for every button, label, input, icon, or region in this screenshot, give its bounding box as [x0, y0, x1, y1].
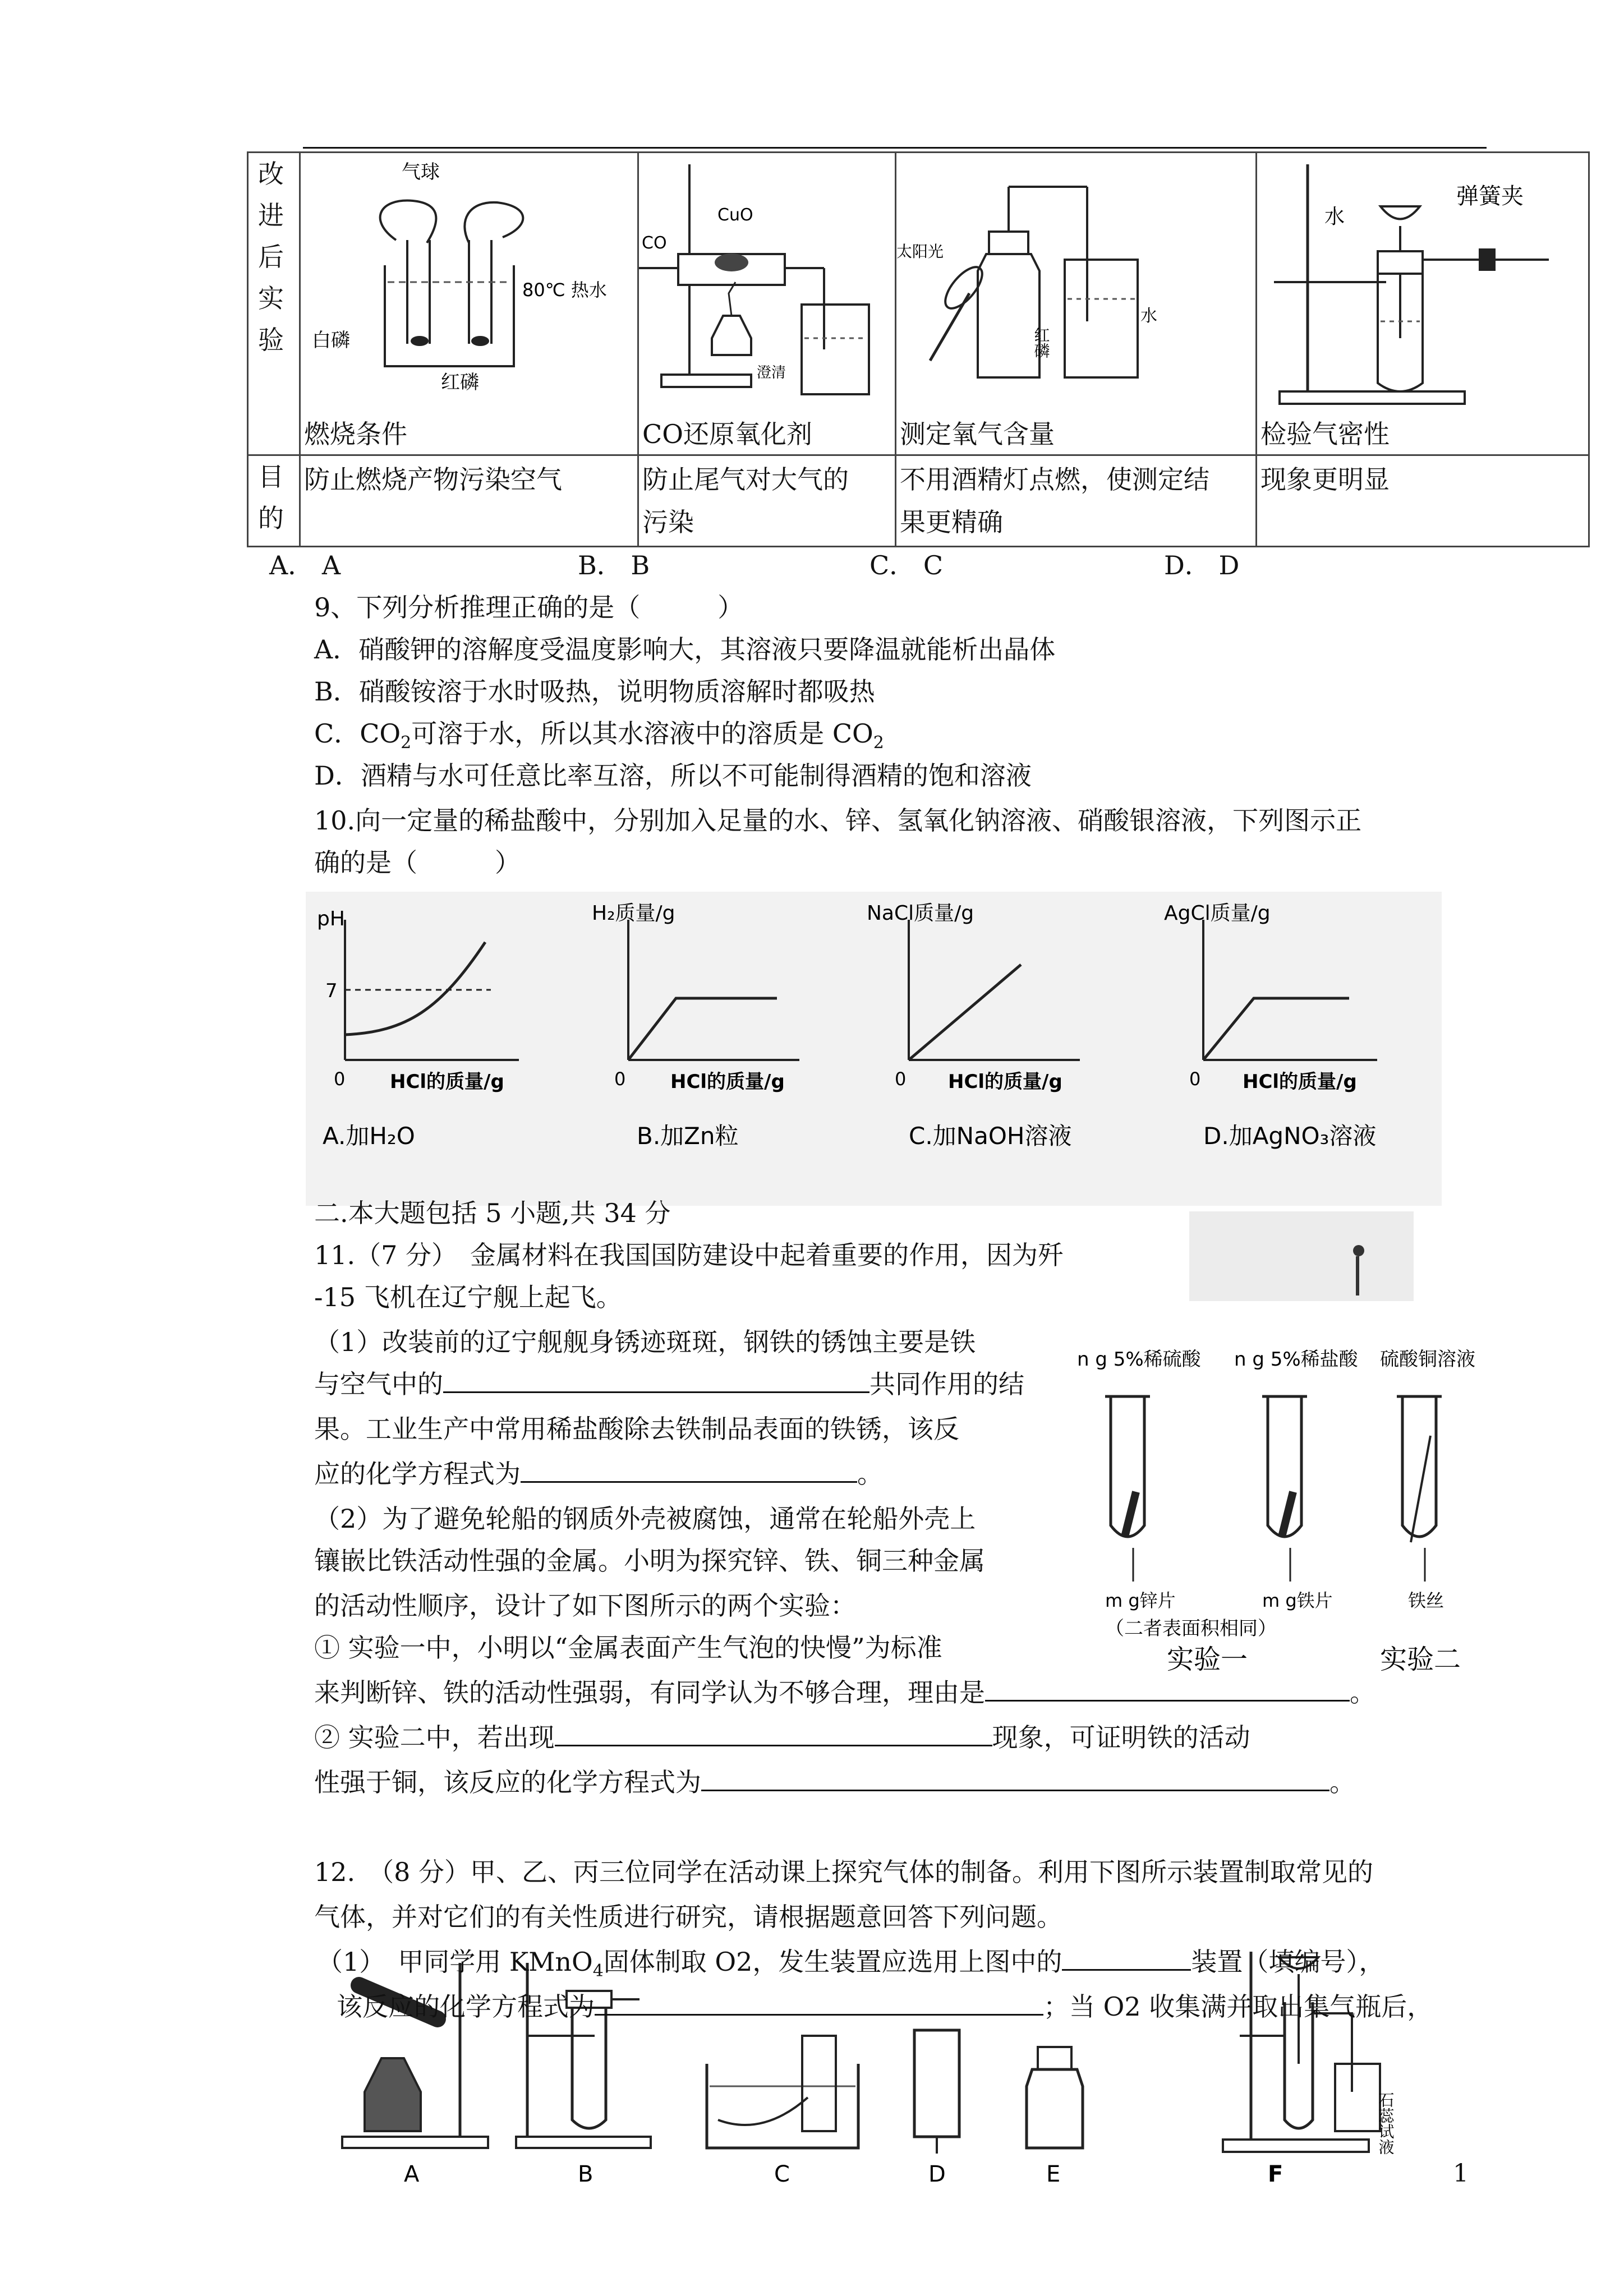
combustion-apparatus-figure: [301, 153, 637, 411]
cell-oxygen-content: [896, 153, 1257, 455]
q9-option-b: B．硝酸铵溶于水时吸热，说明物质溶解时都吸热: [314, 676, 875, 707]
q9-option-c: C．$CO_2$可溶于水，所以其水溶液中的溶质是 $CO_2$: [314, 718, 884, 753]
purpose-co-reduction: 防止尾气对大气的 污染: [638, 455, 896, 547]
section-2-heading: 二.本大题包括 5 小题,共 34 分: [314, 1198, 671, 1228]
svg-text:B: B: [578, 2161, 594, 2187]
svg-text:水: 水: [1324, 205, 1345, 228]
svg-text:80℃ 热水: 80℃ 热水: [522, 279, 607, 301]
q10-charts-figure: [306, 892, 1442, 1206]
svg-text:NaCl质量/g: NaCl质量/g: [867, 902, 974, 925]
svg-text:m g铁片: m g铁片: [1262, 1590, 1333, 1611]
q10-stem-line1: 10.向一定量的稀盐酸中，分别加入足量的水、锌、氢氧化钠溶液、硝酸银溶液，下列图示正: [314, 805, 1362, 836]
svg-text:7: 7: [325, 980, 338, 1002]
svg-text:实验一: 实验一: [1167, 1644, 1248, 1675]
caption-oxygen-content: 测定氧气含量: [900, 419, 1055, 449]
svg-text:n g 5%稀盐酸: n g 5%稀盐酸: [1234, 1348, 1358, 1371]
svg-text:HCl的质量/g: HCl的质量/g: [948, 1071, 1062, 1093]
q11-line2: -15 飞机在辽宁舰上起飞。: [314, 1282, 622, 1312]
row-label-purpose: 目 的: [248, 455, 300, 547]
svg-text:实验二: 实验二: [1380, 1644, 1461, 1675]
q11-line7: （2）为了避免轮船的钢质外壳被腐蚀，通常在轮船外壳上: [314, 1504, 976, 1534]
svg-text:CuO: CuO: [717, 205, 753, 225]
q10-stem-line2: 确的是（ ）: [314, 847, 521, 878]
svg-text:B.加Zn粒: B.加Zn粒: [637, 1122, 739, 1150]
q12-line4: 该反应的化学方程式为 ；当 O2 收集满并取出集气瓶后，: [337, 1991, 1433, 2022]
apparatus-d: [914, 2030, 959, 2187]
q11-blank-3[interactable]: [985, 1677, 1350, 1702]
q8-option-b: B． B: [578, 550, 650, 580]
experiment-table: [247, 151, 1590, 547]
q8-option-a: A． A: [269, 550, 341, 580]
svg-text:C.加NaOH溶液: C.加NaOH溶液: [909, 1122, 1072, 1150]
co-reduction-figure: [639, 153, 895, 411]
q12-line2: 气体，并对它们的有关性质进行研究，请根据题意回答下列问题。: [314, 1902, 1062, 1932]
caption-airtightness: 检验气密性: [1260, 419, 1390, 449]
svg-text:白磷: 白磷: [312, 329, 350, 352]
cell-airtightness: [1257, 153, 1589, 455]
svg-text:D.加AgNO₃溶液: D.加AgNO₃溶液: [1203, 1122, 1377, 1150]
q11-line4: 与空气中的 共同作用的结: [314, 1369, 1024, 1399]
svg-text:0: 0: [1189, 1068, 1201, 1090]
q11-line1: 11.（7 分） 金属材料在我国国防建设中起着重要的作用，因为歼: [314, 1240, 1064, 1270]
q11-line10: ① 实验一中，小明以“金属表面产生气泡的快慢”为标准: [314, 1633, 942, 1663]
purpose-combustion: 防止燃烧产物污染空气: [300, 455, 638, 547]
svg-text:pH: pH: [317, 907, 345, 930]
airtightness-figure: [1257, 153, 1588, 411]
svg-text:水: 水: [1140, 306, 1157, 326]
q12-line3: （1） 甲同学用 KMnO$_4$固体制取 O2，发生装置应选用上图中的 装置（填编号），: [317, 1947, 1385, 1981]
svg-text:0: 0: [895, 1068, 907, 1090]
svg-text:HCl的质量/g: HCl的质量/g: [390, 1071, 504, 1093]
header-rule: [303, 147, 1487, 149]
q9-option-d: D．酒精与水可任意比率互溶，所以不可能制得酒精的饱和溶液: [314, 760, 1032, 791]
svg-text:AgCl质量/g: AgCl质量/g: [1164, 902, 1271, 925]
q12-blank-2[interactable]: [595, 1991, 1043, 2016]
apparatus-c: [707, 2036, 858, 2187]
purpose-airtightness: 现象更明显: [1257, 455, 1589, 547]
caption-co-reduction: CO还原氧化剂: [642, 419, 812, 449]
q11-blank-1[interactable]: [443, 1369, 869, 1393]
cell-co-reduction: [638, 153, 896, 455]
q11-line11: 来判断锌、铁的活动性强弱，有同学认为不够合理，理由是 。: [314, 1677, 1375, 1708]
svg-text:HCl的质量/g: HCl的质量/g: [670, 1071, 785, 1093]
svg-text:铁丝: 铁丝: [1408, 1590, 1444, 1611]
svg-text:红磷: 红磷: [441, 371, 479, 394]
q11-line5: 果。工业生产中常用稀盐酸除去铁制品表面的铁锈，该反: [314, 1414, 959, 1444]
q11-blank-5[interactable]: [701, 1767, 1329, 1791]
svg-text:弹簧夹: 弹簧夹: [1456, 183, 1524, 209]
q11-experiment-figure: [1066, 1211, 1503, 1677]
q12-line1: 12. （8 分）甲、乙、丙三位同学在活动课上探究气体的制备。利用下图所示装置制取常见的: [314, 1857, 1374, 1887]
q11-line13: 性强于铜，该反应的化学方程式为 。: [314, 1767, 1355, 1797]
svg-text:0: 0: [614, 1068, 626, 1090]
svg-text:n g 5%稀硫酸: n g 5%稀硫酸: [1077, 1348, 1201, 1371]
oxygen-content-figure: [896, 153, 1255, 411]
q9-stem: 9、下列分析推理正确的是（ ）: [314, 592, 744, 623]
row-label-improved: 改 进 后 实 验: [248, 153, 300, 455]
svg-text:（二者表面积相同）: （二者表面积相同）: [1105, 1617, 1277, 1640]
q11-line9: 的活动性顺序，设计了如下图所示的两个实验：: [314, 1590, 856, 1621]
svg-text:0: 0: [334, 1068, 346, 1090]
q8-option-c: C． C: [869, 550, 944, 580]
svg-text:A.加H₂O: A.加H₂O: [323, 1122, 415, 1150]
q12-blank-1[interactable]: [1062, 1947, 1191, 1971]
svg-text:硫酸铜溶液: 硫酸铜溶液: [1380, 1348, 1475, 1371]
cell-combustion: [300, 153, 638, 455]
q9-option-a: A．硝酸钾的溶解度受温度影响大，其溶液只要降温就能析出晶体: [314, 634, 1056, 665]
q11-line8: 镶嵌比铁活动性强的金属。小明为探究锌、铁、铜三种金属: [314, 1546, 985, 1576]
svg-text:D: D: [928, 2161, 946, 2187]
svg-text:C: C: [774, 2161, 790, 2187]
svg-text:H₂质量/g: H₂质量/g: [592, 902, 675, 925]
svg-text:太阳光: 太阳光: [896, 242, 944, 261]
svg-text:红磷: 红磷: [1032, 327, 1051, 358]
apparatus-e: [1027, 2047, 1083, 2187]
svg-text:CO: CO: [642, 233, 667, 253]
svg-text:m g锌片: m g锌片: [1105, 1590, 1176, 1611]
svg-text:气球: 气球: [402, 161, 440, 183]
svg-text:A: A: [404, 2161, 420, 2187]
svg-text:澄清: 澄清: [757, 365, 786, 381]
q8-option-d: D． D: [1164, 550, 1240, 580]
svg-text:HCl的质量/g: HCl的质量/g: [1243, 1071, 1357, 1093]
caption-combustion: 燃烧条件: [304, 419, 407, 449]
q11-line6: 应的化学方程式为 。: [314, 1459, 883, 1489]
svg-text:E: E: [1046, 2161, 1061, 2187]
purpose-oxygen-content: 不用酒精灯点燃，使测定结 果更精确: [896, 455, 1257, 547]
q11-blank-2[interactable]: [521, 1459, 857, 1483]
svg-text:石蕊试液: 石蕊试液: [1376, 2092, 1395, 2155]
svg-text:F: F: [1268, 2161, 1283, 2187]
q11-line12: ② 实验二中，若出现 现象，可证明铁的活动: [314, 1722, 1250, 1753]
page-number: 1: [1453, 2159, 1469, 2188]
q11-line3: （1）改装前的辽宁舰舰身锈迹斑斑，钢铁的锈蚀主要是铁: [314, 1327, 976, 1357]
q11-blank-4[interactable]: [555, 1722, 992, 1746]
